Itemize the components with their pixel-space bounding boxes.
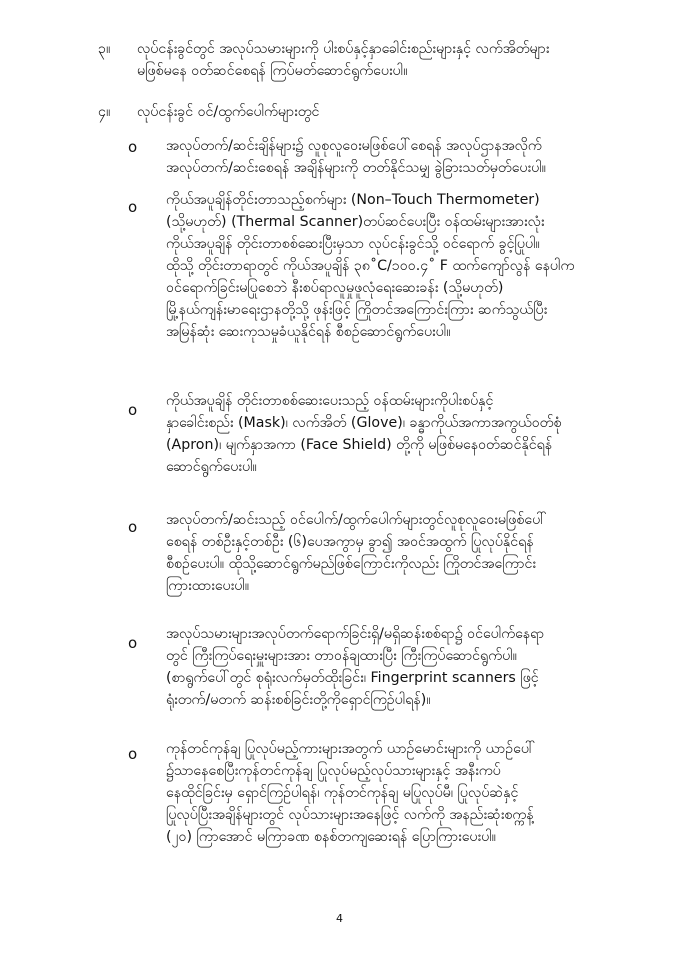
bullet-text bbox=[166, 135, 616, 179]
text-line: နှာခေါင်းစည်း (Mask)၊ လက်အိတ် (Glove)၊ ခန္ဓာကိုယ်အကာအကွယ်ဝတ်စုံ bbox=[166, 415, 562, 431]
text-line: ကိုယ်အပူချိန် တိုင်းတာစစ်ဆေးပေးသည့် ဝန်ထမ်းများကိုပါးစပ်နှင့် bbox=[166, 393, 494, 409]
text-line: လုပ်ငန်းခွင်တွင် အလုပ်သမားများကို ပါးစပ်နှင့်နှာခေါင်းစည်းများနှင့် လက်အိတ်များ bbox=[137, 41, 550, 57]
text-line: ကြားထားပေးပါ။ bbox=[166, 578, 250, 594]
text-line: (စာရွက်ပေါ်တွင် စုရုံးလက်မှတ်ထိုးခြင်း၊ Fingerprint scanners ဖြင့် bbox=[166, 670, 539, 686]
bullet-marker: o bbox=[128, 198, 138, 216]
bullet-marker: o bbox=[128, 634, 138, 652]
section-number: ၃။ bbox=[98, 41, 111, 57]
text-line: စေရန် တစ်ဦးနှင့်တစ်ဦး (၆)ပေအကွာမှ ခွာ၍ အဝင်အထွက် ပြုလုပ်နိုင်ရန် bbox=[166, 534, 534, 550]
text-line: ကိုယ်အပူချိန် တိုင်းတာစစ်ဆေးပြီးမှသာ လုပ်ငန်းခွင်သို့ ဝင်ရောက် ခွင့်ပြုပါ။ bbox=[166, 236, 540, 252]
bullet-text bbox=[166, 509, 616, 597]
text-line: မဖြစ်မနေ ဝတ်ဆင်စေရန် ကြပ်မတ်ဆောင်ရွက်ပေးပါ။ bbox=[137, 63, 408, 79]
text-line: ဝင်ရောက်ခြင်းမပြုစေဘဲ နီးစပ်ရာလူမှုဖူလုံရေးဆေးခန်း (သို့မဟုတ်) bbox=[166, 280, 504, 296]
text-line: လုပ်ငန်းခွင် ဝင်/ထွက်ပေါက်များတွင် bbox=[137, 104, 320, 120]
text-line: ဆောင်ရွက်ပေးပါ။ bbox=[166, 459, 257, 475]
text-line: ပြုလုပ်ပြီးအချိန်များတွင် လုပ်သားများအနေဖြင့် လက်ကို အနည်းဆုံးစက္ကန့် bbox=[166, 807, 534, 823]
bullet-marker: o bbox=[128, 401, 138, 419]
bullet-marker: o bbox=[128, 518, 138, 536]
text-line: အလုပ်တက်/ဆင်းစေရန် အချိန်များကို တတ်နိုင်သမျှ ခွဲခြားသတ်မှတ်ပေးပါ။ bbox=[166, 160, 546, 176]
text-line: ကုန်တင်ကုန်ချ ပြုလုပ်မည့်ကားများအတွက် ယာဉ်မောင်းများကို ယာဉ်ပေါ် bbox=[166, 741, 536, 757]
text-line: ရုံးတက်/မတက် ဆန်းစစ်ခြင်းတို့ကိုရှောင်ကြဉ်ပါရန်)။ bbox=[166, 692, 431, 708]
text-line: အလုပ်သမားများအလုပ်တက်ရောက်ခြင်းရှိ/မရှိဆန်းစစ်ရာ၌ ဝင်ပေါက်နေရာ bbox=[166, 626, 545, 642]
text-line: အလုပ်တက်/ဆင်းသည့် ဝင်ပေါက်/ထွက်ပေါက်များတွင်လူစုလူဝေးမဖြစ်ပေါ် bbox=[166, 512, 547, 528]
text-line: (Apron)၊ မျက်နှာအကာ (Face Shield) တို့ကို မဖြစ်မနေဝတ်ဆင်နိုင်ရန် bbox=[166, 437, 553, 453]
section-number: ၄။ bbox=[98, 104, 111, 120]
text-line: အလုပ်တက်/ဆင်းချိန်များ၌ လူစုလူဝေးမဖြစ်ပေါ်စေရန် အလုပ်ဌာနအလိုက် bbox=[166, 138, 542, 154]
bullet-text bbox=[166, 189, 616, 343]
text-line: မြို့နယ်ကျန်းမာရေးဌာနတို့သို့ ဖုန်းဖြင့် ကြိုတင်အကြောင်းကြား ဆက်သွယ်ပြီး bbox=[166, 302, 548, 318]
page-number: 4 bbox=[336, 912, 343, 925]
text-line: ၌သာနေစေပြီးကုန်တင်ကုန်ချ ပြုလုပ်မည့်လုပ်သားများနှင့် အနီးကပ် bbox=[166, 763, 501, 779]
bullet-marker: o bbox=[128, 745, 138, 763]
bullet-marker: o bbox=[128, 138, 138, 156]
section-text bbox=[137, 38, 617, 82]
text-line: အမြန်ဆုံး ဆေးကုသမှုခံယူနိုင်ရန် စီစဉ်ဆောင်ရွက်ပေးပါ။ bbox=[166, 324, 451, 340]
section-text bbox=[137, 101, 617, 123]
text-line: စီစဉ်ပေးပါ။ ထိုသို့ဆောင်ရွက်မည်ဖြစ်ကြောင်းကိုလည်း ကြိုတင်အကြောင်း bbox=[166, 556, 536, 572]
text-line: (သို့မဟုတ်) (Thermal Scanner)တပ်ဆင်ပေးပြီး ဝန်ထမ်းများအားလုံး bbox=[166, 214, 545, 230]
text-line: (၂၀) ကြာအောင် မကြာခဏ စနစ်တကျဆေးရန် ပြောကြားပေးပါ။ bbox=[166, 829, 496, 845]
bullet-text bbox=[166, 623, 616, 711]
text-line: နေထိုင်ခြင်းမှ ရှောင်ကြဉ်ပါရန်၊ ကုန်တင်ကုန်ချ မပြုလုပ်မီ၊ ပြုလုပ်ဆဲနှင့် bbox=[166, 785, 519, 801]
text-line: တွင် ကြီးကြပ်ရေးမှူးများအား တာဝန်ချထားပြီး ကြီးကြပ်ဆောင်ရွက်ပါ။ bbox=[166, 648, 517, 664]
text-line: ကိုယ်အပူချိန်တိုင်းတာသည့်စက်များ (Non–Touch Thermometer) bbox=[166, 192, 540, 208]
bullet-text bbox=[166, 390, 616, 478]
text-line: ထိုသို့ တိုင်းတာရာတွင် ကိုယ်အပူချိန် ၃၈˚C/၁၀၀.၄˚ F ထက်ကျော်လွန် နေပါက bbox=[166, 258, 575, 274]
bullet-text bbox=[166, 738, 616, 848]
